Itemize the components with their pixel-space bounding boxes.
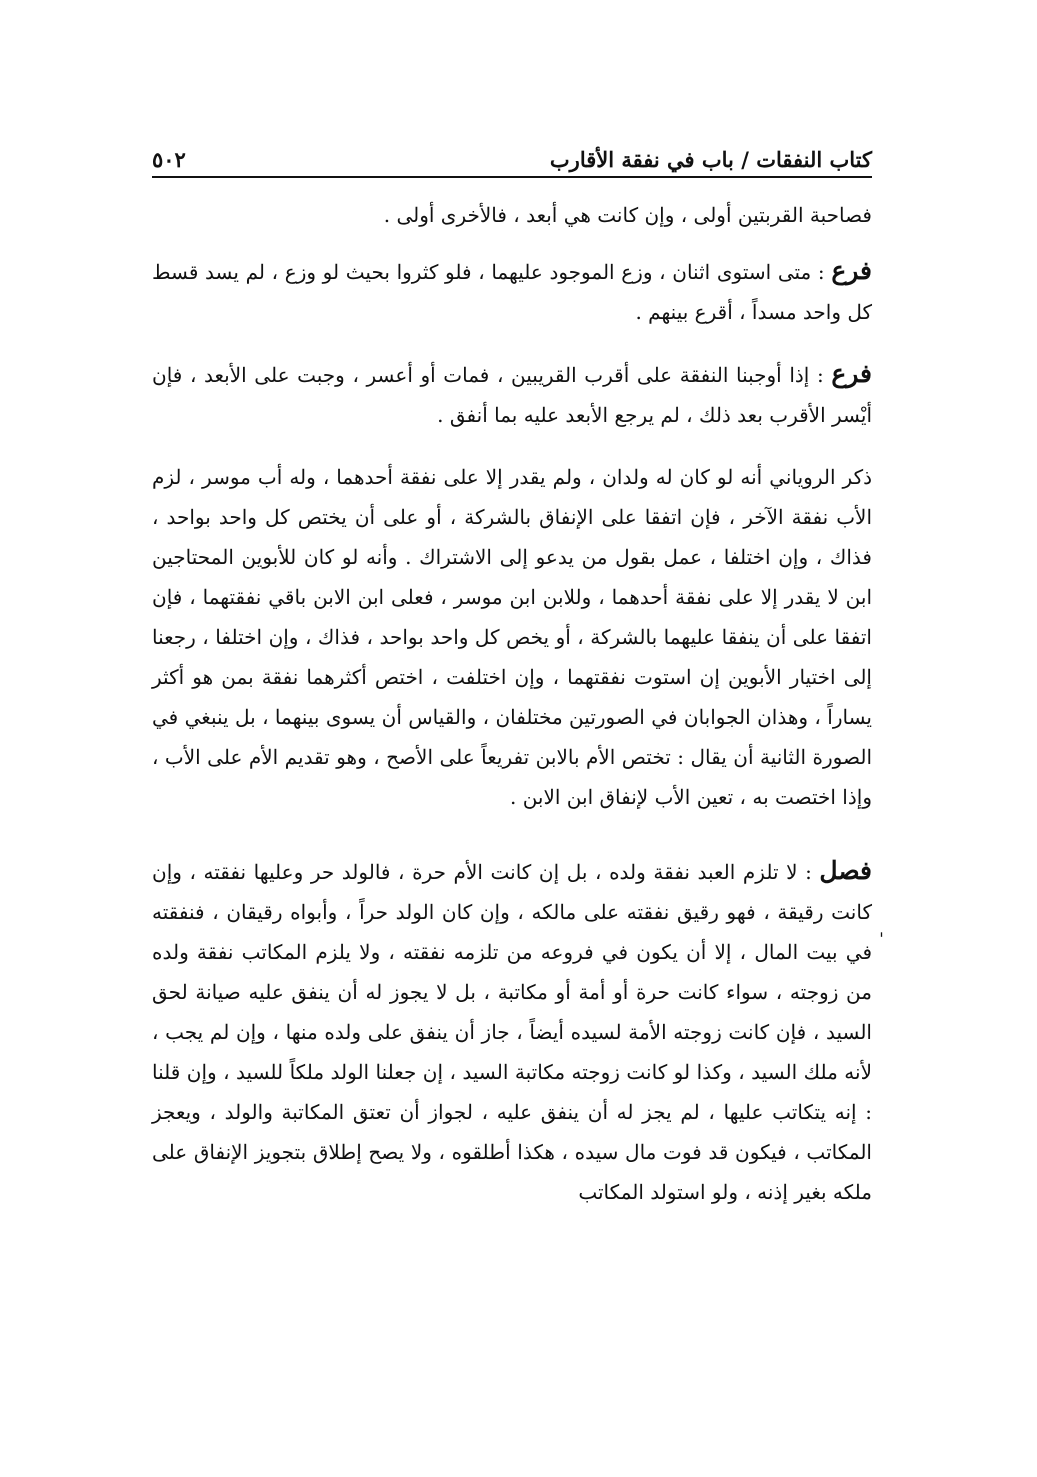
paragraph-1: فصاحبة القربتين أولى ، وإن كانت هي أبعد ، فالأخرى أولى . [383,203,872,227]
paragraph-text: : متى استوى اثنان ، وزع الموجود عليهما ، فلو كثروا بحيث لو وزع ، لم يسد قسط كل واحد مسداً ، أقرع بينهم . [152,260,872,324]
page-number: ٥٠٢ [152,147,186,172]
paragraph-3 [152,354,872,435]
page-header [152,128,872,178]
main-text [152,195,872,1212]
section-keyword: فرع [831,359,872,388]
paragraph-text: : لا تلزم العبد نفقة ولده ، بل إن كانت الأم حرة ، فالولد حر وعليها نفقته ، وإن كانت رقيقة ، فهو رقيق نفقته على مالكه ، وإن كان الولد حراً ، وأبواه رقيقان ، فنفقته في بيت المال ، إلا أن يكون في فروعه من تلزمه نفقته ، ولا يلزم المكاتب نفقة ولده من زوجته ، سواء كانت حرة أو أمة أو مكاتبة ، بل لا يجوز له أن ينفق عليه صيانة لحق السيد ، فإن كانت زوجته الأمة لسيده أيضاً ، جاز أن ينفق على ولده منها ، وإن لم يجب ، لأنه ملك السيد ، وكذا لو كانت زوجته مكاتبة السيد ، إن جعلنا الولد ملكاً للسيد ، وإن قلنا : إنه يتكاتب عليها ، لم يجز له أن ينفق عليه ، لجواز أن تعتق المكاتبة والولد ، ويعجز المكاتب ، فيكون قد فوت مال سيده ، هكذا أطلقوه ، ولا يصح إطلاق بتجويز الإنفاق على ملكه بغير إذنه ، ولو استولد المكاتب [152,860,872,1204]
paragraph-4: ذكر الروياني أنه لو كان له ولدان ، ولم يقدر إلا على نفقة أحدهما ، وله أب موسر ، لزم الأب نفقة الآخر ، فإن اتفقا على الإنفاق بالشركة ، أو على أن يختص كل واحد بواحد ، فذاك ، وإن اختلفا ، عمل بقول من يدعو إلى الاشتراك . وأنه لو كان للأبوين المحتاجين ابن لا يقدر إلا على نفقة أحدهما ، وللابن ابن موسر ، فعلى ابن الابن باقي نفقتهما ، فإن اتفقا على أن ينفقا عليهما بالشركة ، أو يخص كل واحد بواحد ، فذاك ، وإن اختلفا ، رجعنا إلى اختيار الأبوين إن استوت نفقتهما ، وإن اختلفت ، اختص أكثرهما نفقة بمن هو أكثر يساراً ، وهذان الجوابان في الصورتين مختلفان ، والقياس أن يسوى بينهما ، بل ينبغي في الصورة الثانية أن يقال : تختص الأم بالابن تفريعاً على الأصح ، وهو تقديم الأم على الأب ، وإذا اختصت به ، تعين الأب لإنفاق ابن الابن . [152,465,872,809]
paragraph-5 [152,851,872,1212]
section-keyword: فرع [831,256,872,285]
paragraph-text: : إذا أوجبنا النفقة على أقرب القريبين ، فمات أو أعسر ، وجبت على الأبعد ، فإن أيْسر الأقرب بعد ذلك ، لم يرجع الأبعد عليه بما أنفق . [152,363,872,427]
running-title: كتاب النفقات / باب في نفقة الأقارب [549,147,872,172]
paragraph-2 [152,251,872,332]
section-keyword: فصل [819,856,872,885]
